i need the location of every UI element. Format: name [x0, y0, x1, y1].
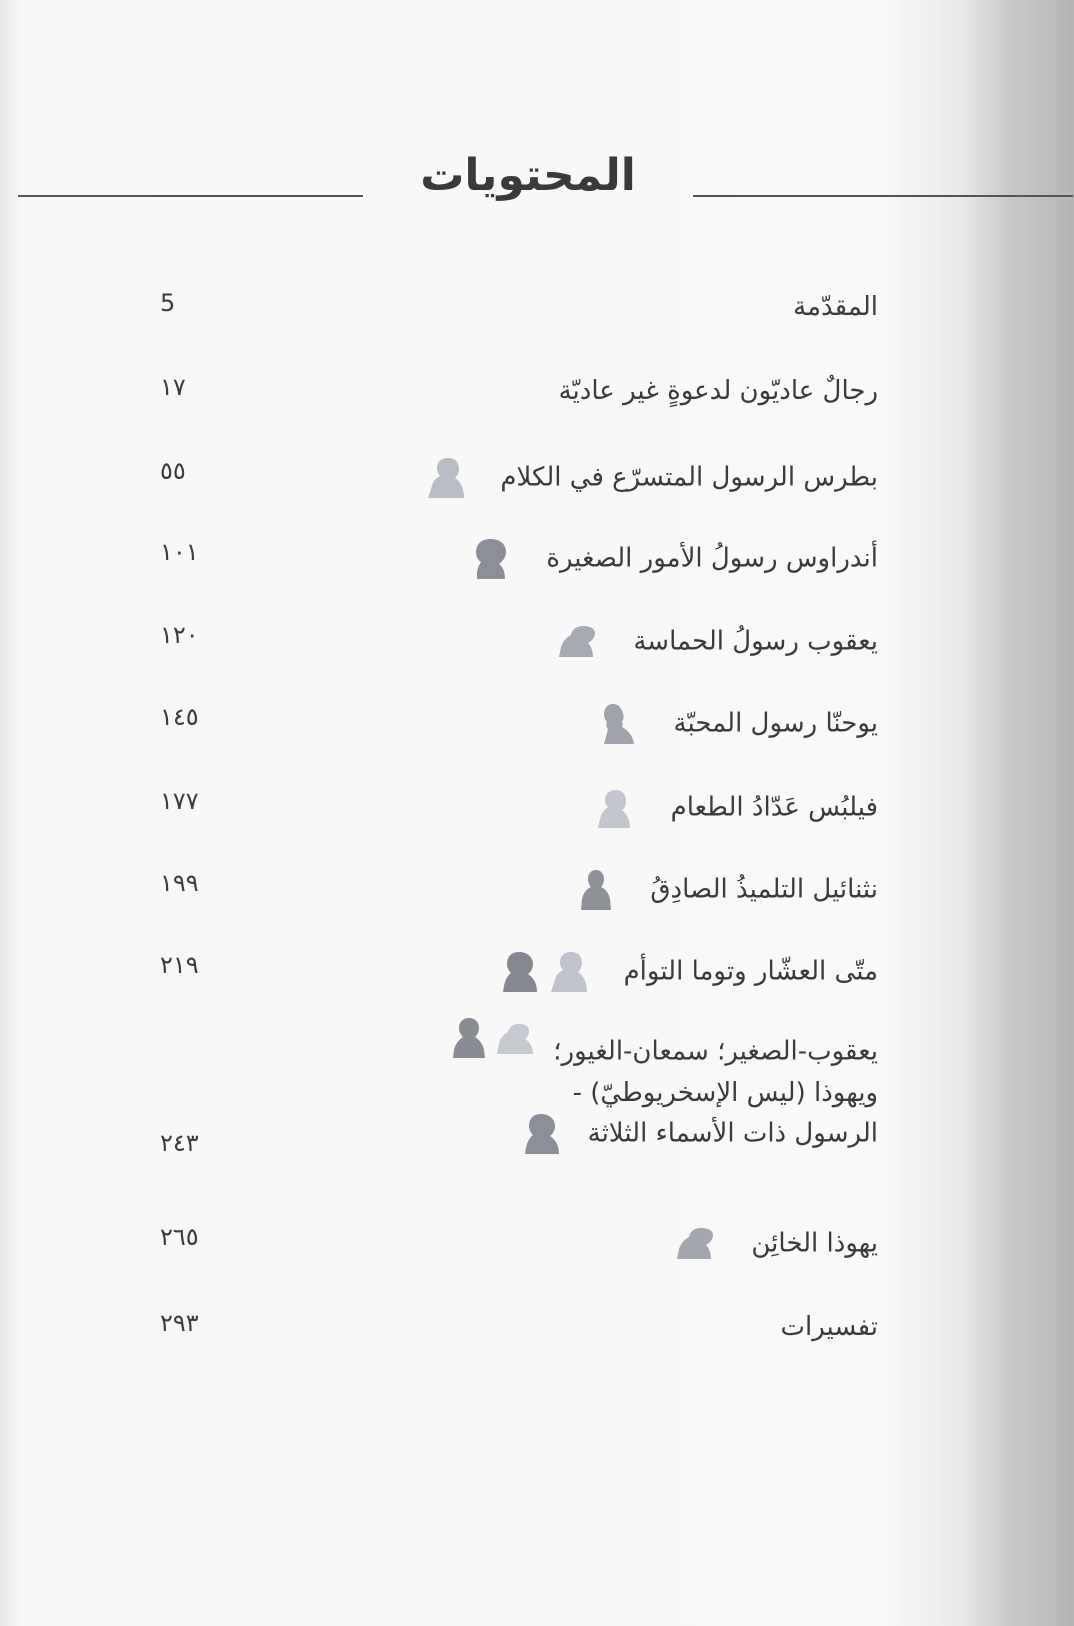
silhouette-icon [501, 950, 541, 994]
toc-entry-title: المقدّمة [793, 292, 878, 322]
toc-entry-page: ٥٥ [160, 457, 186, 485]
contents-header [18, 150, 1068, 230]
toc-entry-line [576, 868, 878, 912]
toc-entry-page: ١٤٥ [160, 703, 199, 731]
icon-group [523, 1112, 563, 1156]
toc-entry-page: ٢٦٥ [160, 1223, 199, 1251]
silhouette-icon [497, 1016, 537, 1060]
header-rule-left [18, 195, 363, 197]
icon-group [472, 537, 512, 581]
silhouette-icon [576, 868, 616, 912]
silhouette-icon [472, 537, 512, 581]
toc-entry-title: يعقوب رسولُ الحماسة [633, 626, 878, 657]
toc-entry-page: ١٢٠ [160, 621, 199, 649]
toc-entry-line [596, 786, 878, 830]
toc-entry-title: بطرس الرسول المتسرّع في الكلام [500, 462, 878, 493]
toc-entry-line [559, 620, 878, 664]
icon-group [449, 1016, 537, 1060]
toc-entry-title: أندراوس رسولُ الأمور الصغيرة [546, 543, 878, 574]
silhouette-icon [426, 456, 466, 500]
toc-entry-line [378, 1112, 878, 1156]
icon-group [599, 702, 639, 746]
toc-entry-page: ٢٤٣ [160, 1129, 199, 1157]
toc-entry-page: ١٧ [160, 373, 186, 401]
toc-entry-title: رجالٌ عاديّون لدعوةٍ غير عاديّة [558, 376, 878, 406]
toc-entry-page: ١٧٧ [160, 787, 199, 815]
toc-entry-page: 5 [160, 289, 176, 317]
toc-entry-title: متّى العشّار وتوما التوأم [623, 956, 878, 987]
toc-entry-title: يهوذا الخائِن [751, 1228, 878, 1259]
page-title: المحتويات [420, 150, 636, 201]
silhouette-icon [559, 620, 599, 664]
icon-group [559, 620, 599, 664]
toc-entry-title: تفسيرات [780, 1312, 878, 1342]
toc-entry-title: يوحنّا رسول المحبّة [673, 708, 878, 739]
toc-entry-line [599, 702, 878, 746]
silhouette-icon [449, 1016, 489, 1060]
icon-group [576, 868, 616, 912]
toc-entry-page: ١٠١ [160, 538, 199, 566]
toc-entry-line [677, 1222, 878, 1266]
toc-entry-line [378, 1030, 878, 1074]
silhouette-icon [523, 1112, 563, 1156]
silhouette-icon [599, 702, 639, 746]
toc-entry-title: نثنائيل التلميذُ الصادِقُ [650, 874, 878, 905]
silhouette-icon [549, 950, 589, 994]
toc-entry-page: ١٩٩ [160, 869, 199, 897]
icon-group [596, 786, 636, 830]
silhouette-icon [677, 1222, 717, 1266]
silhouette-icon [596, 786, 636, 830]
icon-group [426, 456, 466, 500]
toc-entry-title-line: يعقوب-الصغير؛ سمعان-الغيور؛ [553, 1036, 878, 1067]
toc-entry-line [426, 456, 878, 500]
icon-group [677, 1222, 717, 1266]
toc-entry-page: ٢١٩ [160, 951, 199, 979]
toc-entry-line [472, 537, 878, 581]
icon-group [501, 950, 589, 994]
toc-entry-line [501, 950, 878, 994]
toc-entry-title-block [378, 1030, 878, 1156]
toc-entry-page: ٢٩٣ [160, 1309, 199, 1337]
toc-entry-title-line: ويهوذا (ليس الإسخريوطيّ) - [572, 1078, 878, 1108]
toc-entry-title-line: الرسول ذات الأسماء الثلاثة [587, 1118, 878, 1149]
toc-entry-title: فيلبُس عَدّادُ الطعام [670, 792, 878, 823]
header-rule-right [693, 195, 1073, 197]
